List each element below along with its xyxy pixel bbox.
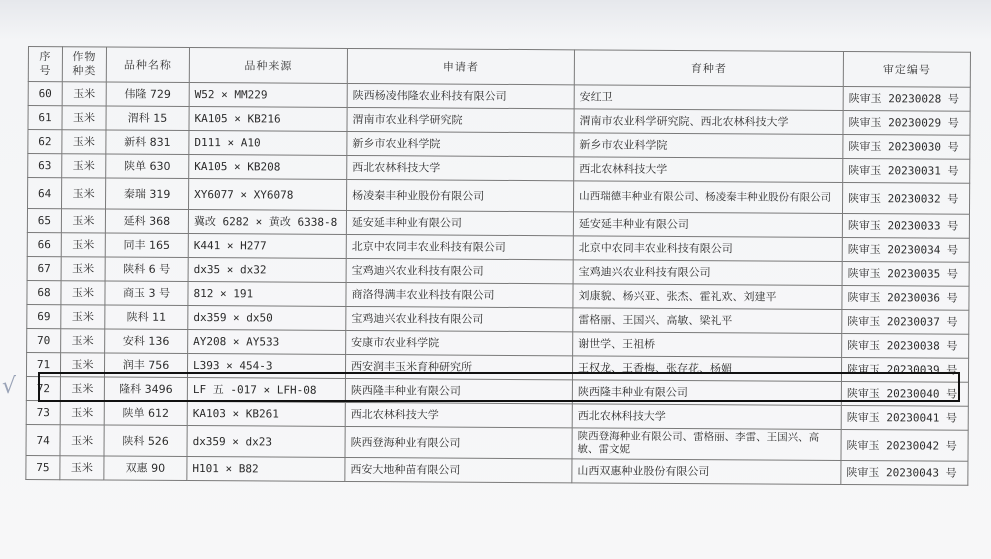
cell-variety-source: 812 × 191 (188, 281, 346, 306)
cell-approval-code: 陕审玉 20230038 号 (842, 333, 969, 358)
cell-seq: 64 (28, 178, 62, 209)
cell-crop: 玉米 (60, 425, 104, 456)
cell-applicant: 西安润丰玉米育种研究所 (345, 354, 572, 379)
header-variety-name: 品种名称 (106, 47, 189, 83)
cell-approval-code: 陕审玉 20230040 号 (841, 381, 968, 406)
cell-applicant: 西安大地种苗有限公司 (345, 457, 572, 482)
cell-approval-code: 陕审玉 20230036 号 (842, 285, 969, 310)
cell-variety-name: 秦瑞 319 (106, 178, 189, 210)
cell-seq: 65 (27, 209, 61, 233)
cell-approval-code: 陕审玉 20230028 号 (843, 86, 970, 111)
cell-crop: 玉米 (61, 305, 105, 329)
cell-approval-code: 陕审玉 20230039 号 (841, 357, 968, 382)
cell-crop: 玉米 (60, 353, 104, 377)
cell-breeder: 北京中农同丰农业科技有限公司 (573, 236, 842, 262)
table-row (26, 455, 968, 485)
cell-breeder: 陕西隆丰种业有限公司 (572, 380, 841, 406)
header-approval-code: 审定编号 (843, 51, 970, 87)
cell-variety-source: KA103 × KB261 (187, 401, 345, 426)
cell-variety-source: dx359 × dx23 (187, 425, 345, 457)
cell-variety-source: KA105 × KB216 (189, 106, 347, 131)
cell-variety-source: H101 × B82 (187, 456, 345, 481)
cell-seq: 61 (28, 106, 62, 130)
cell-variety-name: 润丰 756 (104, 353, 187, 378)
cell-crop: 玉米 (62, 130, 106, 154)
cell-crop: 玉米 (62, 106, 106, 130)
cell-seq: 67 (27, 256, 61, 280)
cell-variety-name: 陕单 630 (106, 154, 189, 179)
header-applicant: 申请者 (347, 48, 574, 84)
cell-variety-name: 双惠 90 (104, 456, 187, 481)
cell-approval-code: 陕审玉 20230032 号 (842, 182, 969, 214)
cell-variety-name: 同丰 165 (105, 233, 188, 258)
cell-variety-source: KA105 × KB208 (189, 154, 347, 179)
table-body (26, 82, 970, 486)
cell-breeder: 雷格丽、王国兴、高敏、梁礼平 (573, 308, 842, 334)
cell-variety-name: 安科 136 (105, 329, 188, 354)
cell-variety-name: 陕科 6 号 (105, 257, 188, 282)
cell-variety-source: D111 × A10 (189, 130, 347, 155)
cell-applicant: 宝鸡迪兴农业科技有限公司 (346, 258, 573, 283)
cell-breeder: 刘康貌、杨兴亚、张杰、霍礼欢、刘建平 (573, 284, 842, 310)
cell-approval-code: 陕审玉 20230034 号 (842, 237, 969, 262)
cell-breeder: 安红卫 (574, 85, 843, 111)
cell-variety-source: W52 × MM229 (189, 82, 347, 107)
cell-seq: 68 (27, 280, 61, 304)
header-seq: 序 号 (28, 47, 62, 82)
cell-seq: 63 (28, 154, 62, 178)
cell-crop: 玉米 (61, 257, 105, 281)
cell-seq: 74 (26, 424, 60, 455)
cell-variety-name: 伟隆 729 (106, 82, 189, 107)
cell-seq: 62 (28, 130, 62, 154)
cell-variety-name: 商玉 3 号 (105, 281, 188, 306)
cell-applicant: 商洛得满丰农业科技有限公司 (346, 282, 573, 307)
cell-crop: 玉米 (62, 82, 106, 106)
cell-applicant: 陕西登海种业有限公司 (345, 426, 572, 458)
cell-seq: 75 (26, 455, 60, 479)
cell-variety-name: 隆科 3496 (104, 377, 187, 402)
cell-applicant: 延安延丰种业有限公司 (346, 210, 573, 235)
cell-crop: 玉米 (61, 329, 105, 353)
cell-applicant: 渭南市农业科学研究院 (347, 107, 574, 132)
cell-approval-code: 陕审玉 20230037 号 (842, 309, 969, 334)
cell-crop: 玉米 (61, 233, 105, 257)
cell-crop: 玉米 (60, 377, 104, 401)
cell-crop: 玉米 (62, 178, 106, 209)
header-variety-source: 品种来源 (189, 47, 347, 83)
cell-approval-code: 陕审玉 20230042 号 (841, 429, 968, 461)
cell-crop: 玉米 (60, 456, 104, 480)
cell-approval-code: 陕审玉 20230029 号 (843, 110, 970, 135)
cell-breeder: 新乡市农业科学院 (574, 133, 843, 159)
variety-approval-table (25, 46, 971, 486)
cell-variety-name: 延科 368 (105, 209, 188, 234)
cell-applicant: 杨凌秦丰种业股份有限公司 (347, 179, 574, 211)
cell-breeder: 王权龙、王香梅、张存花、杨媚 (572, 356, 841, 382)
cell-approval-code: 陕审玉 20230031 号 (843, 158, 970, 183)
cell-breeder: 西北农林科技大学 (572, 404, 841, 430)
cell-seq: 60 (28, 82, 62, 106)
cell-variety-source: XY6077 × XY6078 (189, 178, 347, 210)
cell-breeder: 延安延丰种业有限公司 (573, 212, 842, 238)
cell-variety-source: LF 五 -017 × LFH-08 (187, 377, 345, 402)
cell-breeder: 西北农林科技大学 (574, 157, 843, 183)
cell-crop: 玉米 (61, 281, 105, 305)
cell-variety-source: dx359 × dx50 (188, 305, 346, 330)
header-row (28, 47, 970, 88)
cell-variety-name: 新科 831 (106, 130, 189, 155)
header-breeder: 育种者 (574, 50, 843, 87)
cell-crop: 玉米 (61, 209, 105, 233)
cell-applicant: 陕西杨凌伟隆农业科技有限公司 (347, 83, 574, 108)
cell-applicant: 西北农林科技大学 (347, 155, 574, 180)
cell-breeder: 山西双惠种业股份有限公司 (572, 459, 841, 485)
cell-variety-source: L393 × 454-3 (187, 353, 345, 378)
cell-applicant: 陕西隆丰种业有限公司 (345, 378, 572, 403)
cell-variety-name: 陕科 526 (104, 425, 187, 457)
cell-breeder: 宝鸡迪兴农业科技有限公司 (573, 260, 842, 286)
cell-breeder: 陕西登海种业有限公司、雷格丽、李雷、王国兴、高敏、雷文妮 (572, 428, 841, 461)
cell-breeder: 山西瑞德丰种业有限公司、杨凌秦丰种业股份有限公司 (573, 181, 842, 214)
cell-seq: 66 (27, 232, 61, 256)
header-crop: 作物 种类 (62, 47, 106, 82)
cell-applicant: 新乡市农业科学院 (347, 131, 574, 156)
cell-applicant: 北京中农同丰农业科技有限公司 (346, 234, 573, 259)
cell-crop: 玉米 (60, 401, 104, 425)
cell-variety-name: 陕单 612 (104, 401, 187, 426)
cell-applicant: 宝鸡迪兴农业科技有限公司 (346, 306, 573, 331)
check-mark-annotation: √ (2, 374, 17, 399)
cell-variety-name: 陕科 11 (105, 305, 188, 330)
cell-crop: 玉米 (62, 154, 106, 178)
cell-seq: 73 (26, 400, 60, 424)
cell-variety-source: K441 × H277 (188, 233, 346, 258)
cell-approval-code: 陕审玉 20230041 号 (841, 405, 968, 430)
cell-approval-code: 陕审玉 20230035 号 (842, 261, 969, 286)
cell-applicant: 安康市农业科学院 (346, 330, 573, 355)
cell-seq: 72 (26, 376, 60, 400)
cell-breeder: 渭南市农业科学研究院、西北农林科技大学 (574, 109, 843, 135)
cell-variety-name: 渭科 15 (106, 106, 189, 131)
cell-seq: 70 (27, 328, 61, 352)
cell-approval-code: 陕审玉 20230043 号 (841, 460, 968, 485)
cell-seq: 69 (27, 304, 61, 328)
cell-variety-source: dx35 × dx32 (188, 257, 346, 282)
cell-seq: 71 (26, 352, 60, 376)
cell-applicant: 西北农林科技大学 (345, 402, 572, 427)
cell-approval-code: 陕审玉 20230033 号 (842, 213, 969, 238)
cell-variety-source: AY208 × AY533 (188, 329, 346, 354)
cell-approval-code: 陕审玉 20230030 号 (843, 134, 970, 159)
cell-breeder: 谢世学、王祖桥 (573, 332, 842, 358)
cell-variety-source: 冀改 6282 × 黄改 6338-8 (188, 209, 346, 234)
